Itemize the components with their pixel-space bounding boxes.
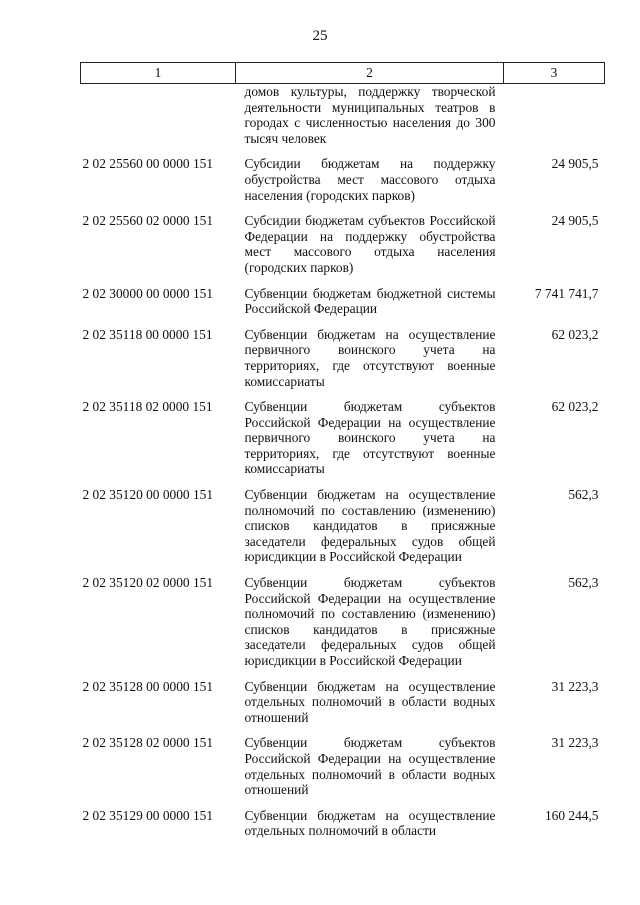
row-amount: 31 223,3 — [551, 735, 599, 751]
table-row — [81, 679, 605, 736]
row-description: Субвенции бюджетам бюджетной системы Российской Федерации — [244, 285, 496, 317]
row-description: Субвенции бюджетам субъектов Российской Федерации на осуществление отдельных полномочий в области водных отношений — [244, 735, 496, 798]
header-col-2: 2 — [236, 63, 504, 84]
table-row — [81, 213, 605, 285]
header-col-3: 3 — [504, 63, 605, 84]
table-row — [81, 575, 605, 679]
row-description: Субсидии бюджетам на поддержку обустройства мест массового отдыха населения (городских парков) — [244, 156, 496, 203]
row-code: 2 02 35120 00 0000 151 — [82, 487, 214, 503]
row-amount — [504, 84, 605, 157]
row-code: 2 02 35128 02 0000 151 — [82, 735, 214, 751]
table-row — [81, 156, 605, 213]
row-code: 2 02 25560 02 0000 151 — [82, 213, 214, 229]
row-amount: 62 023,2 — [551, 399, 599, 415]
continuation-row — [81, 84, 605, 157]
table-row — [81, 327, 605, 399]
row-description: Субсидии бюджетам субъектов Российской Федерации на поддержку обустройства мест массового отдыха населения (городских парков) — [244, 213, 496, 275]
row-code: 2 02 35120 02 0000 151 — [82, 575, 214, 591]
table-row — [81, 286, 605, 327]
row-description: Субвенции бюджетам на осуществление отдельных полномочий в области — [244, 807, 496, 839]
row-amount: 31 223,3 — [551, 678, 599, 694]
table-row — [81, 808, 605, 849]
row-code — [81, 84, 236, 157]
row-amount: 160 244,5 — [544, 807, 599, 823]
page-number: 25 — [312, 28, 328, 44]
row-code: 2 02 35129 00 0000 151 — [82, 807, 214, 823]
table-row — [81, 399, 605, 487]
row-description: домов культуры, поддержку творческой деятельности муниципальных театров в городах с численностью населения до 300 тысяч человек — [244, 84, 496, 146]
row-description: Субвенции бюджетам субъектов Российской Федерации на осуществление полномочий по составлению (изменению) списков кандидатов в присяжные заседатели федеральных судов общей юрисдикции в Российской Федерации — [244, 575, 496, 668]
budget-table — [80, 62, 605, 849]
row-description: Субвенции бюджетам на осуществление отдельных полномочий в области водных отношений — [244, 678, 496, 725]
header-col-1: 1 — [81, 63, 236, 84]
table-row — [81, 735, 605, 807]
row-description: Субвенции бюджетам на осуществление полномочий по составлению (изменению) списков кандидатов в присяжные заседатели федеральных судов общей юрисдикции в Российской Федерации — [244, 487, 496, 565]
row-amount: 24 905,5 — [551, 156, 599, 172]
row-code: 2 02 25560 00 0000 151 — [82, 156, 214, 172]
row-code: 2 02 35128 00 0000 151 — [82, 678, 214, 694]
row-description: Субвенции бюджетам на осуществление первичного воинского учета на территориях, где отсутствуют военные комиссариаты — [244, 326, 496, 389]
row-code: 2 02 30000 00 0000 151 — [82, 285, 214, 301]
row-amount: 562,3 — [568, 487, 599, 503]
table-header-row — [81, 63, 605, 84]
row-code: 2 02 35118 00 0000 151 — [82, 326, 213, 342]
row-amount: 562,3 — [568, 575, 599, 591]
row-code: 2 02 35118 02 0000 151 — [82, 399, 213, 415]
table-row — [81, 487, 605, 575]
row-description: Субвенции бюджетам субъектов Российской Федерации на осуществление первичного воинского учета на территориях, где отсутствуют военные комиссариаты — [244, 399, 496, 477]
row-amount: 7 741 741,7 — [534, 285, 599, 301]
row-amount: 62 023,2 — [551, 326, 599, 342]
row-amount: 24 905,5 — [551, 213, 599, 229]
